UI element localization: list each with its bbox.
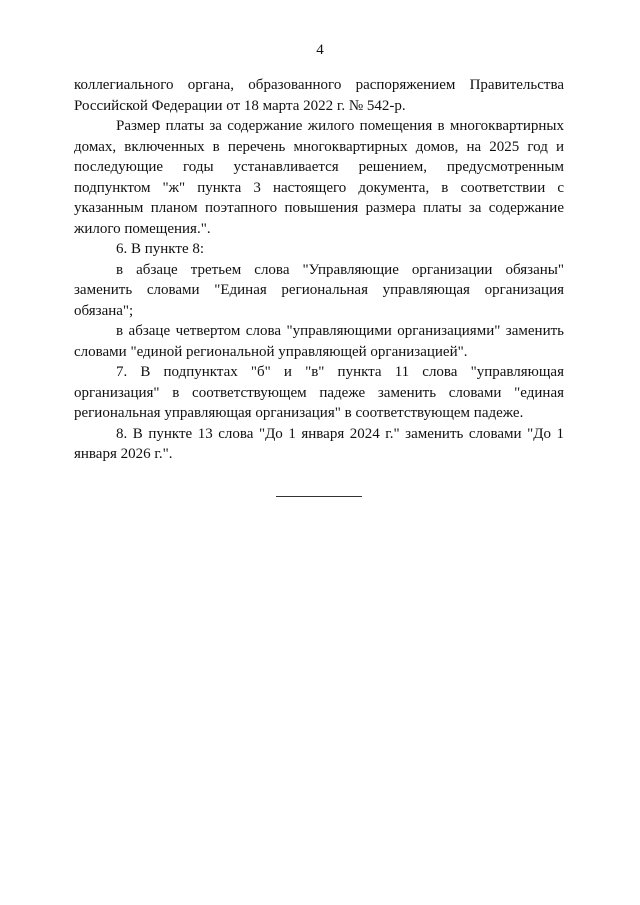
paragraph-fee-size: Размер платы за содержание жилого помещения в многоквартирных домах, включенных в перечень многоквартирных домов, на 2025 год и последующие годы устанавливается решением, предусмотренным подпунктом "ж" пункта 3 настоящего документа, в соответствии с указанным планом поэтапного повышения размера платы за содержание жилого помещения.". (74, 118, 564, 237)
paragraph-continuation: коллегиального органа, образованного распоряжением Правительства Российской Федерации от 18 марта 2022 г. № 542-р. (74, 77, 564, 114)
document-body (74, 75, 564, 465)
paragraph-item-8: 8. В пункте 13 слова "До 1 января 2024 г." заменить словами "До 1 января 2026 г.". (74, 425, 564, 462)
paragraph-item-6-third-subparagraph: в абзаце третьем слова "Управляющие организации обязаны" заменить словами "Единая региональная управляющая организация обязана"; (74, 261, 564, 319)
end-separator-line (276, 496, 362, 497)
page-number: 4 (316, 42, 324, 58)
paragraph-item-6: 6. В пункте 8: (116, 241, 205, 257)
paragraph-item-6-fourth-subparagraph: в абзаце четвертом слова "управляющими организациями" заменить словами "единой региональной управляющей организацией". (74, 323, 564, 360)
paragraph-item-7: 7. В подпунктах "б" и "в" пункта 11 слова "управляющая организация" в соответствующем падеже заменить словами "единая региональная управляющая организация" в соответствующем падеже. (74, 364, 564, 421)
